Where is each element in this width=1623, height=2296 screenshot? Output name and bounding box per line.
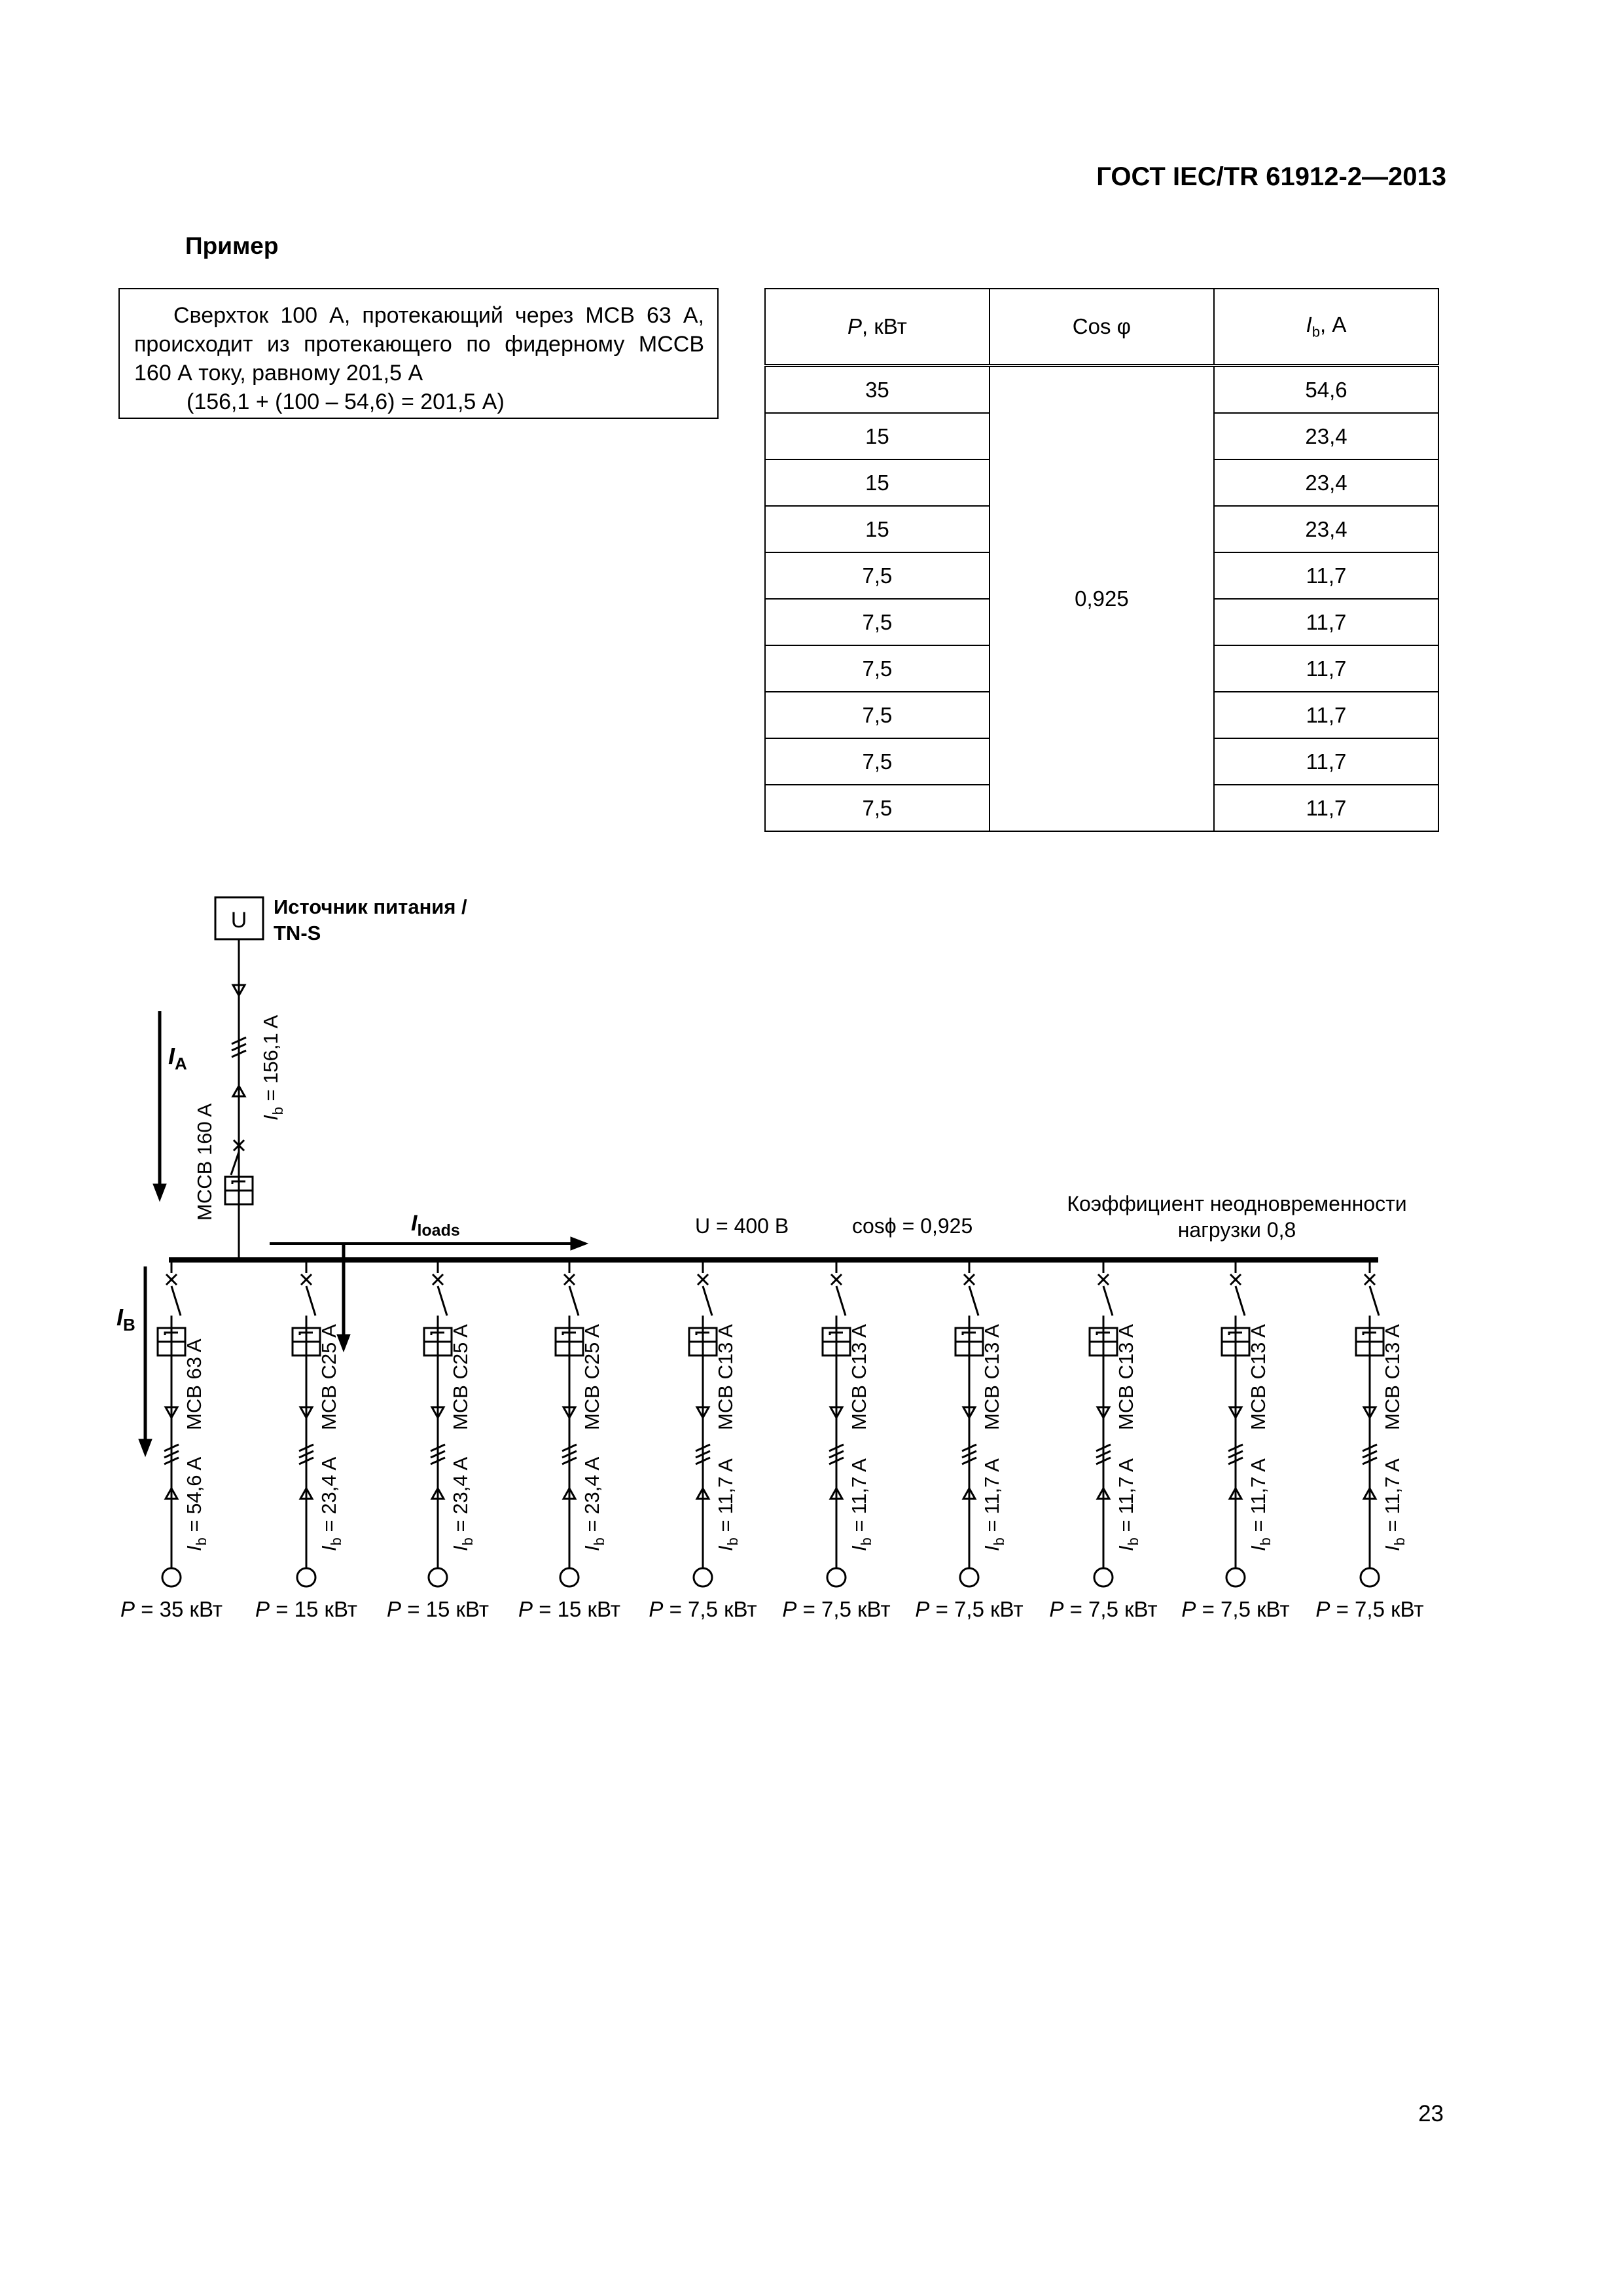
branch-isolator-mark xyxy=(831,1274,842,1285)
branch-isolator-mark xyxy=(698,1274,708,1285)
branch-phase-mark xyxy=(299,1444,313,1464)
branch-current-label: $I_b = 11,7$ A xyxy=(1115,1458,1141,1551)
branch-breaker-label: MCB C13 A xyxy=(1247,1324,1270,1430)
cell-current: 11,7 xyxy=(1214,785,1438,831)
branch-5 xyxy=(649,1260,757,1621)
cell-power: 35 xyxy=(765,366,990,414)
branch-current-label: $I_b = 11,7$ A xyxy=(714,1458,741,1551)
branch-current-label: $I_b = 23,4$ A xyxy=(580,1456,607,1551)
branch-power-label: P = 7,5 кВт xyxy=(1181,1597,1290,1621)
cell-power: 15 xyxy=(765,459,990,506)
branch-isolator-mark xyxy=(1230,1274,1241,1285)
example-heading: Пример xyxy=(185,232,279,259)
cell-power: 7,5 xyxy=(765,552,990,599)
branch-breaker-label: MCB C13 A xyxy=(714,1324,737,1430)
branch-current-label: $I_b = 54,6$ A xyxy=(183,1456,209,1551)
branch-breaker-symbol xyxy=(556,1328,583,1355)
branch-isolator-mark xyxy=(301,1274,312,1285)
current-iloads-label: $I_{loads}$ xyxy=(411,1211,460,1240)
branch-breaker-label: MCB C25 A xyxy=(580,1324,603,1430)
branch-current-label: $I_b = 23,4$ A xyxy=(317,1456,344,1551)
bus-voltage-label: U = 400 В xyxy=(695,1214,789,1238)
branch-breaker-label: MCB C13 A xyxy=(1381,1324,1404,1430)
feeder-switch-blade xyxy=(231,1152,239,1175)
cell-current: 23,4 xyxy=(1214,459,1438,506)
branch-phase-mark xyxy=(1228,1444,1243,1464)
branch-9 xyxy=(1181,1260,1289,1621)
cell-current: 23,4 xyxy=(1214,506,1438,552)
load-terminal xyxy=(162,1568,181,1587)
branch-phase-mark xyxy=(562,1444,577,1464)
branch-power-label: P = 7,5 кВт xyxy=(1315,1597,1424,1621)
diversity-label-line2: нагрузки 0,8 xyxy=(1177,1218,1296,1242)
branch-breaker-symbol xyxy=(158,1328,185,1355)
branch-breaker-symbol xyxy=(1356,1328,1383,1355)
branch-current-label: $I_b = 11,7$ A xyxy=(980,1458,1007,1551)
branch-switch-blade xyxy=(1370,1286,1379,1316)
branch-phase-mark xyxy=(431,1444,445,1464)
branch-phase-mark xyxy=(164,1444,179,1464)
document-header: ГОСТ IEC/TR 61912-2—2013 xyxy=(1096,162,1446,191)
branch-breaker-symbol xyxy=(424,1328,452,1355)
cell-cos: 0,925 xyxy=(990,366,1214,832)
branch-3 xyxy=(387,1260,489,1621)
branch-power-label: P = 15 кВт xyxy=(387,1597,489,1621)
branch-phase-mark xyxy=(1363,1444,1377,1464)
branch-breaker-symbol xyxy=(823,1328,850,1355)
current-ia-arrow-head xyxy=(153,1184,166,1201)
current-ia-label: $I_A$ xyxy=(168,1043,187,1073)
branch-10 xyxy=(1315,1260,1423,1621)
branch-phase-mark xyxy=(1096,1444,1111,1464)
cell-current: 11,7 xyxy=(1214,552,1438,599)
branch-phase-mark xyxy=(962,1444,976,1464)
branch-current-label: $I_b = 11,7$ A xyxy=(847,1458,874,1551)
load-terminal xyxy=(694,1568,712,1587)
page-number: 23 xyxy=(1418,2101,1444,2126)
feeder-phase-mark xyxy=(232,1037,246,1057)
branch-power-label: P = 7,5 кВт xyxy=(649,1597,757,1621)
branch-switch-blade xyxy=(306,1286,315,1316)
branch-isolator-mark xyxy=(564,1274,575,1285)
branch-breaker-label: MCB 63 A xyxy=(183,1338,205,1430)
cell-current: 23,4 xyxy=(1214,413,1438,459)
current-iloads-arrow-head xyxy=(571,1237,588,1250)
branch-switch-blade xyxy=(836,1286,846,1316)
cell-power: 15 xyxy=(765,413,990,459)
feeder-current-label: $I_b = 156,1$ A xyxy=(259,1014,286,1121)
branch-breaker-symbol xyxy=(689,1328,717,1355)
header-cos: Cos φ xyxy=(990,289,1214,366)
branch-power-label: P = 7,5 кВт xyxy=(915,1597,1024,1621)
load-terminal xyxy=(1226,1568,1245,1587)
load-terminal xyxy=(429,1568,447,1587)
cell-current: 11,7 xyxy=(1214,645,1438,692)
note-formula: (156,1 + (100 – 54,6) = 201,5 А) xyxy=(187,389,505,414)
branch-breaker-label: MCB C13 A xyxy=(847,1324,870,1430)
branch-switch-blade xyxy=(1236,1286,1245,1316)
branch-breaker-symbol xyxy=(1090,1328,1117,1355)
load-terminal xyxy=(1094,1568,1113,1587)
load-terminal xyxy=(960,1568,978,1587)
load-terminal xyxy=(1361,1568,1379,1587)
cell-current: 11,7 xyxy=(1214,692,1438,738)
diversity-label: Коэффициент неодновременности xyxy=(1067,1192,1407,1215)
load-terminal xyxy=(560,1568,579,1587)
branch-switch-blade xyxy=(703,1286,712,1316)
branch-breaker-label: MCB C25 A xyxy=(449,1324,472,1430)
feeder-breaker-label: MCCB 160 A xyxy=(193,1103,216,1221)
current-ib-arrow-head xyxy=(139,1439,152,1456)
branch-4 xyxy=(518,1260,620,1621)
branch-power-label: P = 35 кВт xyxy=(120,1597,223,1621)
cell-current: 11,7 xyxy=(1214,738,1438,785)
source-label-line2: TN-S xyxy=(274,922,321,944)
branch-power-label: P = 7,5 кВт xyxy=(782,1597,891,1621)
branch-7 xyxy=(915,1260,1023,1621)
feeder-breaker-symbol xyxy=(225,1177,253,1204)
cell-power: 15 xyxy=(765,506,990,552)
current-ib-label: $I_B$ xyxy=(116,1304,135,1335)
branch-phase-mark xyxy=(829,1444,844,1464)
cell-power: 7,5 xyxy=(765,692,990,738)
header-current: $I_b$, А xyxy=(1214,289,1438,366)
cell-power: 7,5 xyxy=(765,738,990,785)
branch-isolator-mark xyxy=(166,1274,177,1285)
branch-switch-blade xyxy=(1103,1286,1113,1316)
cell-power: 7,5 xyxy=(765,645,990,692)
branch-1 xyxy=(120,1260,223,1621)
load-terminal xyxy=(827,1568,846,1587)
source-label: Источник питания / xyxy=(274,895,467,918)
branch-power-label: P = 15 кВт xyxy=(255,1597,357,1621)
bus-cos-label: cosϕ = 0,925 xyxy=(852,1214,973,1238)
branch-breaker-symbol xyxy=(293,1328,320,1355)
branch-power-label: P = 15 кВт xyxy=(518,1597,620,1621)
branch-6 xyxy=(782,1260,890,1621)
branch-breaker-label: MCB C13 A xyxy=(1115,1324,1137,1430)
branch-current-label: $I_b = 11,7$ A xyxy=(1247,1458,1274,1551)
branch-isolator-mark xyxy=(964,1274,974,1285)
cell-current: 11,7 xyxy=(1214,599,1438,645)
note-text: Сверхток 100 А, протекающий через МСВ 63 А, происходит из протекающего по фидерному МССВ 160 А току, равному 201,5 А xyxy=(134,303,704,386)
branch-current-label: $I_b = 11,7$ A xyxy=(1381,1458,1408,1551)
branch-switch-blade xyxy=(171,1286,181,1316)
header-power: P, кВт xyxy=(765,289,990,366)
cell-power: 7,5 xyxy=(765,785,990,831)
branch-isolator-mark xyxy=(433,1274,443,1285)
branch-breaker-label: MCB C13 A xyxy=(980,1324,1003,1430)
branch-current-label: $I_b = 23,4$ A xyxy=(449,1456,476,1551)
branch-power-label: P = 7,5 кВт xyxy=(1049,1597,1158,1621)
branch-8 xyxy=(1049,1260,1157,1621)
branch-isolator-mark xyxy=(1098,1274,1109,1285)
branch-breaker-symbol xyxy=(1222,1328,1249,1355)
branch-switch-blade xyxy=(969,1286,978,1316)
cell-current: 54,6 xyxy=(1214,366,1438,414)
branch-breaker-label: MCB C25 A xyxy=(317,1324,340,1430)
branch-switch-blade xyxy=(438,1286,447,1316)
cell-power: 7,5 xyxy=(765,599,990,645)
branch-group xyxy=(120,1260,1424,1621)
branch-breaker-symbol xyxy=(955,1328,983,1355)
load-terminal xyxy=(297,1568,315,1587)
branch-isolator-mark xyxy=(1364,1274,1375,1285)
branch-phase-mark xyxy=(696,1444,710,1464)
branch-switch-blade xyxy=(569,1286,579,1316)
source-symbol: U xyxy=(230,908,247,933)
